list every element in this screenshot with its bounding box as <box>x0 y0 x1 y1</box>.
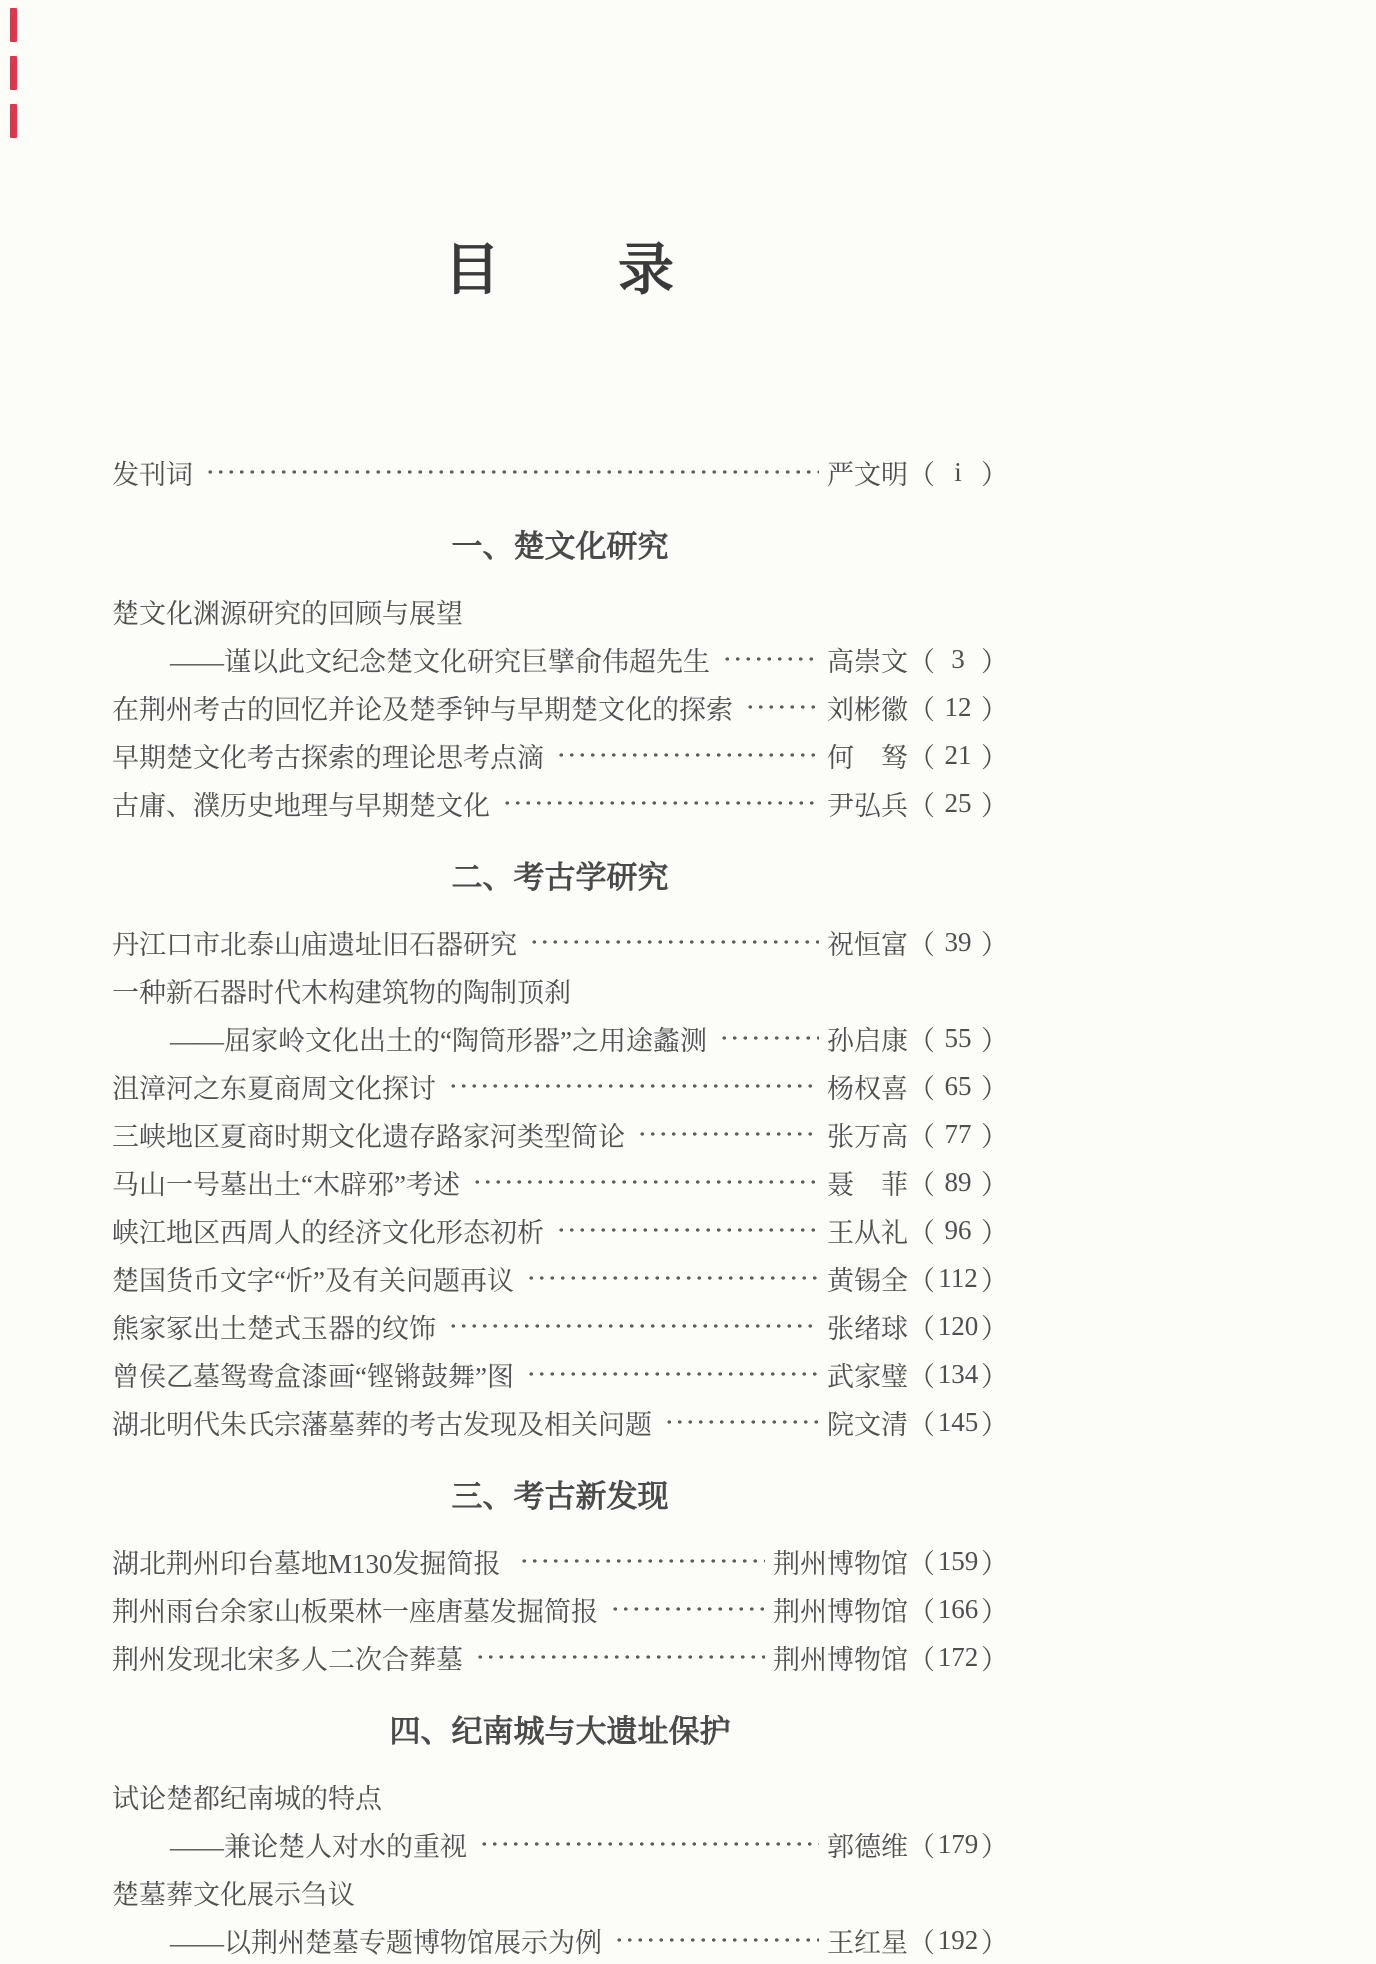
entry-author: 孙启康 <box>827 1025 908 1056</box>
page-number: 112 <box>938 1262 978 1293</box>
entry-title: 丹江口市北泰山庙遗址旧石器研究 <box>112 929 517 960</box>
entry-title: 试论楚都纪南城的特点 <box>112 1783 382 1814</box>
toc-entry <box>112 587 1008 683</box>
dot-leader <box>556 1206 819 1254</box>
paren-close-glyph: ） <box>981 1644 1008 1675</box>
page-number: 25 <box>944 787 972 818</box>
entry-title: 湖北明代朱氏宗藩墓葬的考古发现及相关问题 <box>112 1409 652 1440</box>
entry-title: 熊家冢出土楚式玉器的纹饰 <box>112 1313 436 1344</box>
dot-leader <box>502 779 819 827</box>
toc-entry <box>112 1158 1008 1206</box>
scan-artifact-marks <box>10 8 17 152</box>
entry-page-ref <box>908 1211 1008 1250</box>
page-number: 172 <box>937 1641 979 1672</box>
dot-leader <box>722 635 819 683</box>
dot-leader <box>448 1302 819 1350</box>
entry-author: 严文明 <box>827 459 908 490</box>
toc-entry <box>112 1254 1008 1302</box>
paren-open-glyph: （ <box>908 1548 935 1579</box>
entry-line <box>112 1868 1008 1916</box>
entry-line <box>112 683 1008 731</box>
entry-page-ref <box>908 1163 1008 1202</box>
entry-line <box>112 1302 1008 1350</box>
entry-line <box>112 587 1008 635</box>
entry-title: ——以荆州楚墓专题博物馆展示为例 <box>170 1927 602 1958</box>
entry-author: 院文清 <box>827 1409 908 1440</box>
section-heading: 一、楚文化研究 <box>451 529 669 564</box>
toc-entry <box>112 1772 1008 1868</box>
entry-title: 一种新石器时代木构建筑物的陶制顶刹 <box>112 977 571 1008</box>
paren-open-glyph: （ <box>908 1313 935 1344</box>
paren-close-glyph: ） <box>981 1548 1008 1579</box>
entry-title: 楚国货币文字“忻”及有关问题再议 <box>112 1265 514 1296</box>
paren-close-glyph: ） <box>981 1265 1008 1296</box>
dot-leader <box>637 1110 819 1158</box>
paren-open-glyph: （ <box>908 646 935 677</box>
page-number: 77 <box>944 1118 972 1149</box>
paren-open-glyph: （ <box>908 1121 935 1152</box>
entry-line <box>112 1633 1008 1681</box>
dot-leader <box>529 918 819 966</box>
page-number: 55 <box>944 1022 972 1053</box>
dot-leader <box>448 1062 819 1110</box>
entry-title: 沮漳河之东夏商周文化探讨 <box>112 1073 436 1104</box>
entry-author: 张万高 <box>827 1121 908 1152</box>
entry-title: ——谨以此文纪念楚文化研究巨擘俞伟超先生 <box>170 646 710 677</box>
entry-author: 杨权喜 <box>827 1073 908 1104</box>
entry-author: 刘彬徽 <box>827 694 908 725</box>
dot-leader <box>745 683 819 731</box>
entry-page-ref <box>908 1638 1008 1677</box>
entry-author: 荆州博物馆 <box>773 1548 908 1579</box>
page-title: 目 录 <box>444 240 676 302</box>
page-number: 96 <box>944 1214 972 1245</box>
toc-entry <box>112 1633 1008 1681</box>
entry-author: 何 驽 <box>827 742 908 773</box>
section-heading: 二、考古学研究 <box>451 860 669 895</box>
toc-entry <box>112 779 1008 827</box>
scan-artifact-dash <box>10 56 17 90</box>
paren-open-glyph: （ <box>908 1025 935 1056</box>
entry-page-ref <box>908 1403 1008 1442</box>
paren-open-glyph: （ <box>908 1644 935 1675</box>
dot-leader <box>475 1633 765 1681</box>
dot-leader <box>205 448 819 496</box>
toc-list <box>112 448 1008 1964</box>
entry-title: 三峡地区夏商时期文化遗存路家河类型简论 <box>112 1121 625 1152</box>
entry-title: 楚文化渊源研究的回顾与展望 <box>112 598 463 629</box>
dot-leader <box>472 1158 819 1206</box>
toc-entry <box>112 1585 1008 1633</box>
entry-page-ref <box>908 1542 1008 1581</box>
entry-line <box>112 1916 1008 1964</box>
entry-title: 马山一号墓出土“木辟邪”考述 <box>112 1169 460 1200</box>
paren-close-glyph: ） <box>981 1409 1008 1440</box>
paren-close-glyph: ） <box>981 790 1008 821</box>
toc-entry <box>112 683 1008 731</box>
dot-leader <box>479 1820 819 1868</box>
entry-line <box>112 1350 1008 1398</box>
paren-close-glyph: ） <box>981 742 1008 773</box>
entry-line <box>112 1158 1008 1206</box>
entry-author: 聂 菲 <box>827 1169 908 1200</box>
section-heading: 四、纪南城与大遗址保护 <box>389 1714 731 1749</box>
dot-leader <box>526 1254 819 1302</box>
paren-open-glyph: （ <box>908 694 935 725</box>
paren-open-glyph: （ <box>908 1831 935 1862</box>
paren-close-glyph: ） <box>981 1025 1008 1056</box>
entry-title: 荆州雨台余家山板栗林一座唐墓发掘简报 <box>112 1596 598 1627</box>
dot-leader <box>614 1916 819 1964</box>
entry-page-ref <box>908 1019 1008 1058</box>
entry-page-ref <box>908 784 1008 823</box>
dot-leader <box>519 1537 765 1585</box>
entry-author: 武家璧 <box>827 1361 908 1392</box>
dot-leader <box>526 1350 819 1398</box>
page-number: 179 <box>937 1828 979 1859</box>
entry-title: 早期楚文化考古探索的理论思考点滴 <box>112 742 544 773</box>
entry-author: 祝恒富 <box>827 929 908 960</box>
page-number: 120 <box>937 1310 979 1341</box>
entry-line <box>112 1585 1008 1633</box>
entry-page-ref <box>908 1115 1008 1154</box>
page-number: 21 <box>944 739 972 770</box>
entry-line <box>112 779 1008 827</box>
entry-author: 黄锡全 <box>827 1265 908 1296</box>
entry-title: 古庸、濮历史地理与早期楚文化 <box>112 790 490 821</box>
toc-entry <box>112 1537 1008 1585</box>
entry-line <box>112 1254 1008 1302</box>
entry-author: 张绪球 <box>827 1313 908 1344</box>
entry-page-ref <box>908 1590 1008 1629</box>
toc-entry <box>112 1110 1008 1158</box>
entry-page-ref <box>908 1307 1008 1346</box>
paren-close-glyph: ） <box>981 1313 1008 1344</box>
entry-page-ref <box>908 1259 1008 1298</box>
paren-close-glyph: ） <box>981 1596 1008 1627</box>
entry-line <box>112 1110 1008 1158</box>
dot-leader <box>610 1585 765 1633</box>
paren-close-glyph: ） <box>981 1073 1008 1104</box>
toc-entry <box>112 966 1008 1062</box>
page-number: i <box>954 456 962 487</box>
entry-title: 荆州发现北宋多人二次合葬墓 <box>112 1644 463 1675</box>
entry-line <box>112 1537 1008 1585</box>
scan-artifact-dash <box>10 8 17 42</box>
page-number: 39 <box>944 926 972 957</box>
entry-author: 王红星 <box>827 1927 908 1958</box>
entry-line <box>112 731 1008 779</box>
paren-open-glyph: （ <box>908 929 935 960</box>
entry-line <box>112 918 1008 966</box>
dot-leader <box>556 731 819 779</box>
page-number: 192 <box>937 1924 979 1955</box>
paren-open-glyph: （ <box>908 1596 935 1627</box>
paren-open-glyph: （ <box>908 1265 935 1296</box>
entry-page-ref <box>908 688 1008 727</box>
paren-close-glyph: ） <box>981 459 1008 490</box>
paren-close-glyph: ） <box>981 1169 1008 1200</box>
entry-title: 湖北荆州印台墓地M130发掘简报 <box>112 1548 508 1579</box>
paren-open-glyph: （ <box>908 1169 935 1200</box>
toc-entry <box>112 1302 1008 1350</box>
entry-line <box>112 448 1008 496</box>
entry-title: 楚墓葬文化展示刍议 <box>112 1879 355 1910</box>
paren-open-glyph: （ <box>908 459 935 490</box>
toc-entry <box>112 731 1008 779</box>
entry-line <box>112 1398 1008 1446</box>
page-number: 3 <box>951 643 965 674</box>
toc-entry <box>112 1398 1008 1446</box>
entry-title: 在荆州考古的回忆并论及楚季钟与早期楚文化的探索 <box>112 694 733 725</box>
entry-page-ref <box>908 640 1008 679</box>
page-number: 65 <box>944 1070 972 1101</box>
paren-close-glyph: ） <box>981 1927 1008 1958</box>
entry-page-ref <box>908 923 1008 962</box>
toc-entry <box>112 1350 1008 1398</box>
toc-entry <box>112 1206 1008 1254</box>
entry-page-ref <box>908 1825 1008 1864</box>
paren-close-glyph: ） <box>981 1217 1008 1248</box>
entry-page-ref <box>908 1067 1008 1106</box>
page-number: 159 <box>937 1545 979 1576</box>
entry-line <box>112 635 1008 683</box>
toc-entry <box>112 1868 1008 1964</box>
page-number: 166 <box>937 1593 979 1624</box>
entry-page-ref <box>908 736 1008 775</box>
toc-entry <box>112 448 1008 496</box>
entry-title: ——兼论楚人对水的重视 <box>170 1831 467 1862</box>
toc-entry <box>112 918 1008 966</box>
entry-line <box>112 1014 1008 1062</box>
paren-open-glyph: （ <box>908 1217 935 1248</box>
entry-line <box>112 1206 1008 1254</box>
paren-close-glyph: ） <box>981 1361 1008 1392</box>
toc-entry <box>112 1062 1008 1110</box>
paren-open-glyph: （ <box>908 742 935 773</box>
paren-open-glyph: （ <box>908 1361 935 1392</box>
entry-author: 荆州博物馆 <box>773 1644 908 1675</box>
scan-artifact-dash <box>10 104 17 138</box>
entry-line <box>112 1820 1008 1868</box>
paren-close-glyph: ） <box>981 646 1008 677</box>
entry-title: 峡江地区西周人的经济文化形态初析 <box>112 1217 544 1248</box>
section-heading: 三、考古新发现 <box>451 1479 669 1514</box>
paren-close-glyph: ） <box>981 1121 1008 1152</box>
paren-close-glyph: ） <box>981 1831 1008 1862</box>
entry-author: 尹弘兵 <box>827 790 908 821</box>
page-number: 134 <box>937 1358 979 1389</box>
entry-author: 王从礼 <box>827 1217 908 1248</box>
paren-open-glyph: （ <box>908 1409 935 1440</box>
paren-close-glyph: ） <box>981 694 1008 725</box>
entry-title: ——屈家岭文化出土的“陶筒形器”之用途蠡测 <box>170 1025 707 1056</box>
paren-open-glyph: （ <box>908 1927 935 1958</box>
dot-leader <box>719 1014 819 1062</box>
entry-author: 荆州博物馆 <box>773 1596 908 1627</box>
entry-author: 郭德维 <box>827 1831 908 1862</box>
dot-leader <box>664 1398 819 1446</box>
toc-page <box>112 0 1008 1964</box>
page-number: 89 <box>944 1166 972 1197</box>
paren-close-glyph: ） <box>981 929 1008 960</box>
page-number: 145 <box>937 1406 979 1437</box>
entry-page-ref <box>908 453 1008 492</box>
page-number: 12 <box>944 691 972 722</box>
entry-line <box>112 1062 1008 1110</box>
entry-author: 高崇文 <box>827 646 908 677</box>
paren-open-glyph: （ <box>908 1073 935 1104</box>
entry-page-ref <box>908 1921 1008 1960</box>
entry-line <box>112 1772 1008 1820</box>
entry-page-ref <box>908 1355 1008 1394</box>
entry-title: 曾侯乙墓鸳鸯盒漆画“铿锵鼓舞”图 <box>112 1361 514 1392</box>
paren-open-glyph: （ <box>908 790 935 821</box>
entry-title: 发刊词 <box>112 459 193 490</box>
entry-line <box>112 966 1008 1014</box>
